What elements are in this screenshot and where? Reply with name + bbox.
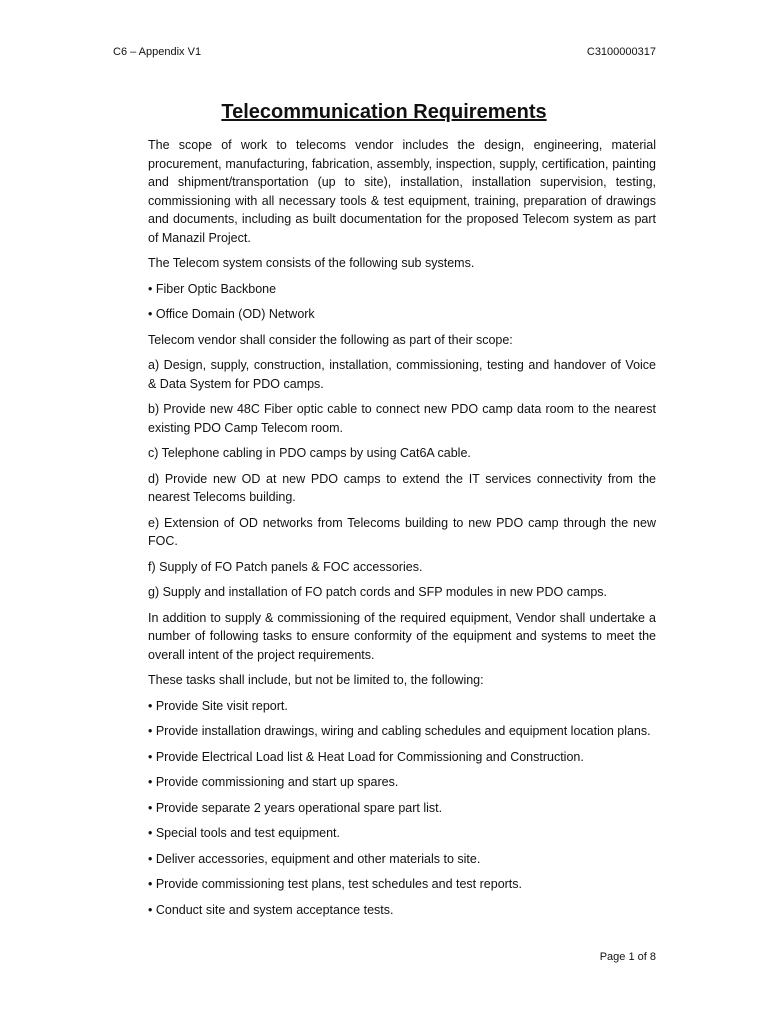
paragraph-scope-intro: Telecom vendor shall consider the following as part of their scope:: [148, 332, 513, 347]
header-left-label: C6 – Appendix V1: [113, 46, 202, 58]
list-item: a) Design, supply, construction, installation, commissioning, testing and handover of Voice & Data System for PDO camps.: [148, 358, 656, 391]
document-body: [148, 136, 656, 926]
bullet-item: • Provide installation drawings, wiring and cabling schedules and equipment location plans.: [148, 724, 651, 738]
list-item: b) Provide new 48C Fiber optic cable to connect new PDO camp data room to the nearest existing PDO Camp Telecom room.: [148, 402, 656, 435]
bullet-item: • Provide commissioning test plans, test schedules and test reports.: [148, 877, 522, 891]
paragraph-scope: The scope of work to telecoms vendor includes the design, engineering, material procurement, manufacturing, fabrication, assembly, inspection, supply, certification, painting and shipment/transportation (up to site), installation, installation supervision, testing, commissioning with all necessary tools & test equipment, training, preparation of drawings and documents, including as built documentation for the proposed Telecom system as part of Manazil Project.: [148, 138, 656, 245]
list-item: d) Provide new OD at new PDO camps to extend the IT services connectivity from the nearest Telecoms building.: [148, 471, 656, 504]
list-item: f) Supply of FO Patch panels & FOC accessories.: [148, 559, 423, 574]
bullet-item: • Provide commissioning and start up spares.: [148, 775, 399, 789]
bullet-item: • Provide separate 2 years operational spare part list.: [148, 800, 443, 815]
bullet-item: • Provide Electrical Load list & Heat Load for Commissioning and Construction.: [148, 749, 584, 764]
bullet-item: • Special tools and test equipment.: [148, 826, 340, 840]
list-item: e) Extension of OD networks from Telecoms building to new PDO camp through the new FOC.: [148, 515, 656, 548]
bullet-item: • Fiber Optic Backbone: [148, 281, 277, 296]
page-number: Page 1 of 8: [599, 951, 656, 963]
bullet-item: • Provide Site visit report.: [148, 698, 288, 713]
list-item: c) Telephone cabling in PDO camps by using Cat6A cable.: [148, 446, 471, 460]
paragraph-subsystems-intro: The Telecom system consists of the following sub systems.: [148, 256, 475, 270]
bullet-item: • Office Domain (OD) Network: [148, 307, 315, 321]
page-title: Telecommunication Requirements: [221, 101, 547, 123]
bullet-item: • Conduct site and system acceptance tests.: [148, 902, 394, 917]
paragraph-tasks-lead: These tasks shall include, but not be limited to, the following:: [148, 673, 484, 687]
document-number: C3100000317: [586, 46, 656, 58]
list-item: g) Supply and installation of FO patch cords and SFP modules in new PDO camps.: [148, 585, 608, 599]
paragraph-tasks-intro: In addition to supply & commissioning of the required equipment, Vendor shall undertake a number of following tasks to ensure conformity of the equipment and systems to meet the overall intent of the project requirements.: [148, 610, 656, 662]
bullet-item: • Deliver accessories, equipment and other materials to site.: [148, 851, 481, 866]
